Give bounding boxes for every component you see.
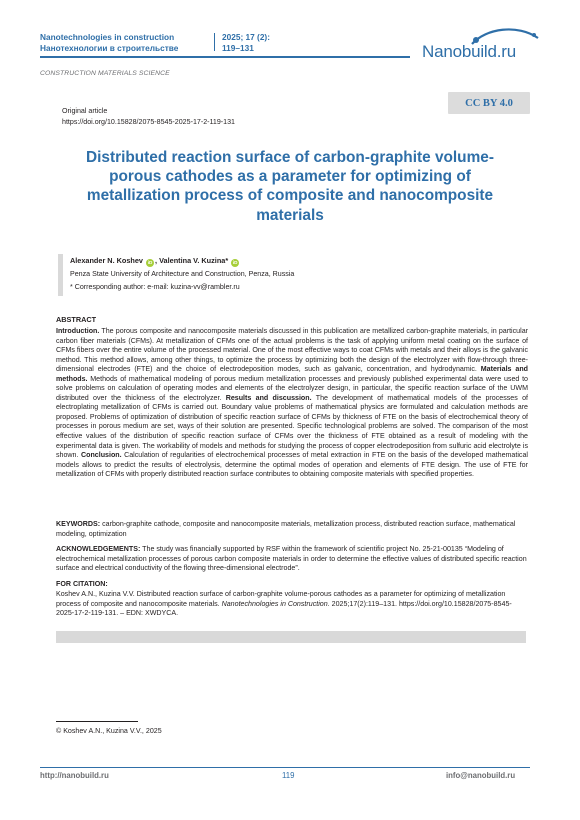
- affiliation: Penza State University of Architecture and Construction, Penza, Russia: [70, 270, 295, 278]
- acknowledgements-label: ACKNOWLEDGEMENTS:: [56, 545, 141, 553]
- license-badge[interactable]: CC BY 4.0: [448, 92, 530, 114]
- abstract-results-text: The development of mathematical models of the processes of electroplating metallization of CFMs is carried out. Boundary value problems of mathematical physics are formulated and calculation methods are proposed. Problems of optimization of distribution of specific reaction surface of CFMs by thickness of FTE on the basis of electrochemical theory of processes in porous medium are set, ways of their solution are presented. Specific technological problems are solved. The comparison of the most effective values of the distribution of specific reaction surface of CFMs over the thickness of FTE obtained as a result of modeling with the experimental data is given. The workability of models and methods for studying the process of copper electrodeposition from sulfuric acid electrolyte is shown.: [56, 393, 528, 460]
- keywords: [56, 520, 528, 539]
- citation-tail: 2025;17(2):119–131. https://doi.org/10.15828/2075-8545-2025-17-2-119-131. – EDN: XWDYCA.: [56, 599, 512, 618]
- abstract-methods-label: Materials and methods.: [56, 365, 528, 383]
- journal-name-en: Nanotechnologies in construction: [40, 32, 175, 42]
- citation-text: [56, 590, 528, 619]
- header-divider: [214, 33, 215, 51]
- abstract-intro-text: The porous composite and nanocomposite materials discussed in this publication are metallized carbon-graphite materials, in particular carbon fiber materials (CFMs). At metallization of CFMs one of the actual problems is the task of applying uniform metal coating on the surface of CFMs fibers over the entire volume of the processed material. One of the most effective ways to coat CFMs with metals and their alloys is the galvanic method. This method allows, among other things, to optimize the process by optimizing both the design of the electrolyzer with flow-through three-dimensional electrodes (FTE) and the choice of electrodeposition modes, such as galvanic, concentration, and hydrodynamic.: [56, 327, 528, 374]
- authors-line: [70, 256, 240, 267]
- nanobuild-logo[interactable]: [414, 26, 544, 68]
- keywords-label: KEYWORDS:: [56, 520, 101, 528]
- abstract-intro-label: Introduction.: [56, 327, 100, 335]
- abstract-body: [56, 327, 528, 480]
- journal-name: [40, 32, 178, 54]
- abstract-conclusion-label: Conclusion.: [81, 451, 122, 460]
- author-name: Alexander N. Koshev: [70, 256, 143, 265]
- keywords-text: carbon-graphite cathode, composite and nanocomposite materials, metallization process, distributed reaction surface, mathematical modeling, optimization: [56, 520, 516, 538]
- authors-accent-bar: [58, 254, 63, 296]
- acknowledgements: [56, 545, 528, 574]
- copyright-rule: [56, 721, 138, 722]
- citation-heading: FOR CITATION:: [56, 580, 108, 588]
- separator-band: [56, 631, 526, 643]
- doi-link[interactable]: https://doi.org/10.15828/2075-8545-2025-17-2-119-131: [62, 118, 236, 126]
- acknowledgements-text: The study was financially supported by RSF within the framework of scientific project No. 25-21-00135 “Modeling of electrochemical metallization processes of porous carbon composite materials in order to determine the effective values of distributed specific reaction surface and electrical conductivity of the flowing three-dimensional electrode”.: [56, 545, 527, 573]
- author-separator: ,: [155, 256, 160, 265]
- issue-pages: 119–131: [222, 43, 254, 53]
- section-label: CONSTRUCTION MATERIALS SCIENCE: [40, 70, 170, 77]
- abstract-methods-text: Methods of mathematical modeling of porous medium metallization processes and previously published experimental data were used to solve problems on calculation of operating modes and elements of the electrolyzer design, in particular, the specific reaction surface of the UWM distributed over the thickness of the electrolyzer.: [56, 374, 528, 402]
- orcid-icon[interactable]: iD: [232, 260, 238, 265]
- issue-volume: 2025; 17 (2):: [222, 32, 270, 42]
- citation-journal: Nanotechnologies in Construction.: [221, 599, 330, 608]
- author-name: Valentina V. Kuzina*: [159, 256, 229, 265]
- logo-text: Nanobuild.ru: [422, 42, 516, 61]
- abstract-heading: ABSTRACT: [56, 315, 97, 324]
- corresponding-author: * Corresponding author: e-mail: kuzina-vv@rambler.ru: [70, 283, 240, 291]
- article-type: Original article: [62, 107, 108, 115]
- orcid-icon[interactable]: iD: [147, 260, 153, 265]
- citation-main: Koshev A.N., Kuzina V.V. Distributed reaction surface of carbon-graphite volume-porous cathodes as a parameter for optimizing of metallization process of composite and nanocomposite materials.: [56, 590, 506, 608]
- abstract-conclusion-text: Calculation of regularities of electrochemical processes of metal extraction in FTE on the basis of the developed mathematical models allows to predict the results of electrolysis, determine the optimal modes of operation and elements of FTE design. The use of FTE for metallization of CFMs with properly distributed reaction surface contributes to obtaining composite materials with specified properties.: [56, 451, 528, 479]
- footer-rule: [40, 767, 530, 768]
- abstract-results-label: Results and discussion.: [225, 393, 312, 402]
- page-number: 119: [282, 771, 295, 780]
- header-rule: [40, 56, 410, 58]
- footer-email-link[interactable]: info@nanobuild.ru: [446, 771, 516, 780]
- footer-website-link[interactable]: http://nanobuild.ru: [40, 771, 109, 780]
- journal-name-ru: Нанотехнологии в строительстве: [40, 43, 179, 53]
- article-title: Distributed reaction surface of carbon-graphite volume-porous cathodes as a parameter for optimizing of metallization process of composite and nanocomposite materials: [86, 149, 494, 224]
- issue-info: [222, 32, 270, 54]
- copyright: © Koshev A.N., Kuzina V.V., 2025: [56, 727, 162, 735]
